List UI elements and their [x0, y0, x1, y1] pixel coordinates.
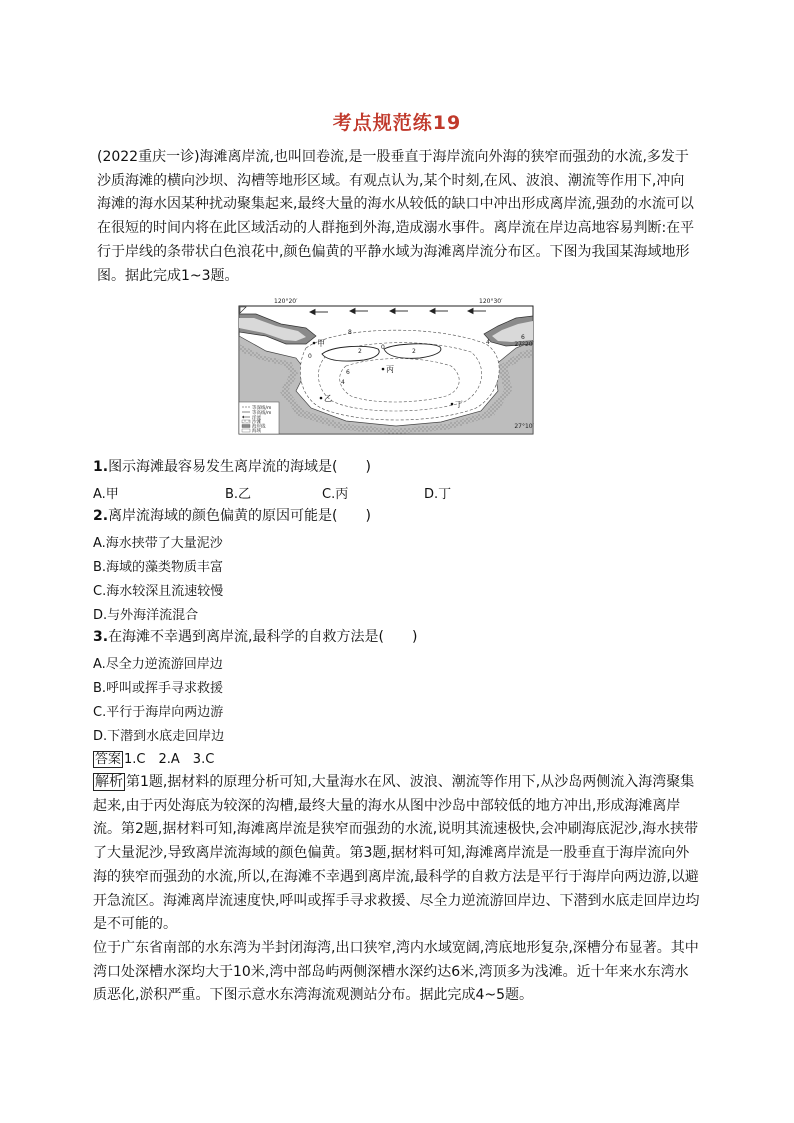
option-a[interactable]: A.甲 — [93, 487, 119, 502]
contour-label: 4 — [341, 379, 345, 386]
analysis-text: 第1题,据材料的原理分析可知,大量海水在风、波浪、潮流等作用下,从沙岛两侧流入海湾聚集起来,由于丙处海底为较深的沟槽,最终大量的海水从图中沙岛中部较低的地方冲出,形成海滩离岸流。第2题,据材料可知,海滩离岸流是狭窄而强劲的水流,说明其流速极快,会冲刷海底泥沙,海水挟带了大量泥沙,导致离岸流海域的颜色偏黄。第3题,据材料可知,海滩离岸流是一股垂直于海岸流向外海的狭窄而强劲的水流,所以,在海滩不幸遇到离岸流,最科学的自救方法是平行于海岸向两边游,以避开急流区。海滩离岸流速度快,呼叫或挥手寻求救援、尽全力逆流游回岸边、下潜到水底走回岸边均是不可能的。 — [93, 774, 700, 933]
answer-label: 答案 — [95, 752, 122, 767]
contour-label: 2 — [358, 348, 362, 355]
contour-label: 0 — [308, 353, 312, 360]
question-number: 2. — [93, 508, 109, 524]
point-bing: 丙 — [386, 365, 394, 374]
contour-label: 8 — [348, 329, 352, 336]
question-1 — [93, 457, 371, 477]
map-lon-right: 120°30′ — [479, 298, 503, 305]
contour-label: 6 — [521, 334, 525, 341]
svg-text:等高线/m: 等高线/m — [252, 411, 272, 416]
page-title: 考点规范练19 — [332, 112, 462, 134]
svg-text:海岸线: 海岸线 — [252, 424, 266, 430]
answer-text: 1.C 2.A 3.C — [124, 752, 215, 767]
svg-text:等深线/m: 等深线/m — [252, 406, 272, 411]
svg-text:海域: 海域 — [252, 429, 261, 434]
question-stem: 图示海滩最容易发生离岸流的海域是( ) — [108, 459, 371, 475]
question-stem: 离岸流海域的颜色偏黄的原因可能是( ) — [108, 508, 371, 524]
option-b[interactable]: B.呼叫或挥手寻求救援 — [93, 681, 224, 696]
option-a[interactable]: A.海水挟带了大量泥沙 — [93, 536, 223, 551]
point-jia: 甲 — [317, 339, 325, 348]
option-c[interactable]: C.海水较深且流速较慢 — [93, 584, 224, 599]
option-b[interactable]: B.海域的藻类物质丰富 — [93, 560, 224, 575]
question-3 — [93, 627, 417, 647]
question-number: 3. — [93, 629, 109, 645]
question-2 — [93, 506, 371, 526]
option-d[interactable]: D.与外海洋流混合 — [93, 608, 199, 623]
map-lat-bottom: 27°10′ — [514, 423, 534, 430]
next-intro-paragraph: 位于广东省南部的水东湾为半封闭海湾,出口狭窄,湾内水域宽阔,湾底地形复杂,深槽分布显著。其中湾口处深槽水深均大于10米,湾中部岛屿两侧深槽水深约达6米,湾顶多为浅滩。近十年来水东湾水质恶化,淤积严重。下图示意水东湾海流观测站分布。据此完成4~5题。 — [93, 940, 699, 1004]
question-number: 1. — [93, 459, 109, 475]
contour-label: 2 — [412, 348, 416, 355]
analysis-paragraph — [93, 771, 701, 937]
option-b[interactable]: B.乙 — [225, 487, 252, 502]
map-lat-top: 27°20′ — [514, 341, 534, 348]
option-d[interactable]: D.丁 — [424, 487, 452, 502]
point-yi: 乙 — [324, 394, 332, 403]
contour-label: 0 — [381, 344, 385, 351]
question-stem: 在海滩不幸遇到离岸流,最科学的自救方法是( ) — [108, 629, 418, 645]
svg-text:沙滩: 沙滩 — [252, 420, 261, 425]
map-lon-left: 120°20′ — [274, 298, 298, 305]
contour-label: 4 — [486, 339, 490, 346]
map-legend — [239, 402, 279, 434]
seabed-map-figure — [236, 296, 536, 442]
option-a[interactable]: A.尽全力逆流游回岸边 — [93, 657, 223, 672]
point-ding: 丁 — [455, 400, 463, 409]
contour-label: 6 — [346, 369, 350, 376]
option-d[interactable]: D.下潜到水底走回岸边 — [93, 729, 225, 744]
analysis-label: 解析 — [95, 774, 123, 790]
answer-line — [93, 748, 214, 767]
intro-paragraph: (2022重庆一诊)海滩离岸流,也叫回卷流,是一股垂直于海岸流向外海的狭窄而强劲的水流,多发于沙质海滩的横向沙坝、沟槽等地形区域。有观点认为,某个时刻,在风、波浪、潮流等作用下,冲向海滩的海水因某种扰动聚集起来,最终大量的海水从较低的缺口中冲出形成离岸流,强劲的水流可以在很短的时间内将在此区域活动的人群拖到外海,造成溺水事件。离岸流在岸边高地容易判断:在平行于岸线的条带状白色浪花中,颜色偏黄的平静水域为海滩离岸流分布区。下图为我国某海域地形图。据此完成1~3题。 — [97, 149, 695, 284]
option-c[interactable]: C.平行于海岸向两边游 — [93, 705, 224, 720]
option-c[interactable]: C.丙 — [322, 487, 349, 502]
svg-text:洋流: 洋流 — [252, 416, 261, 421]
